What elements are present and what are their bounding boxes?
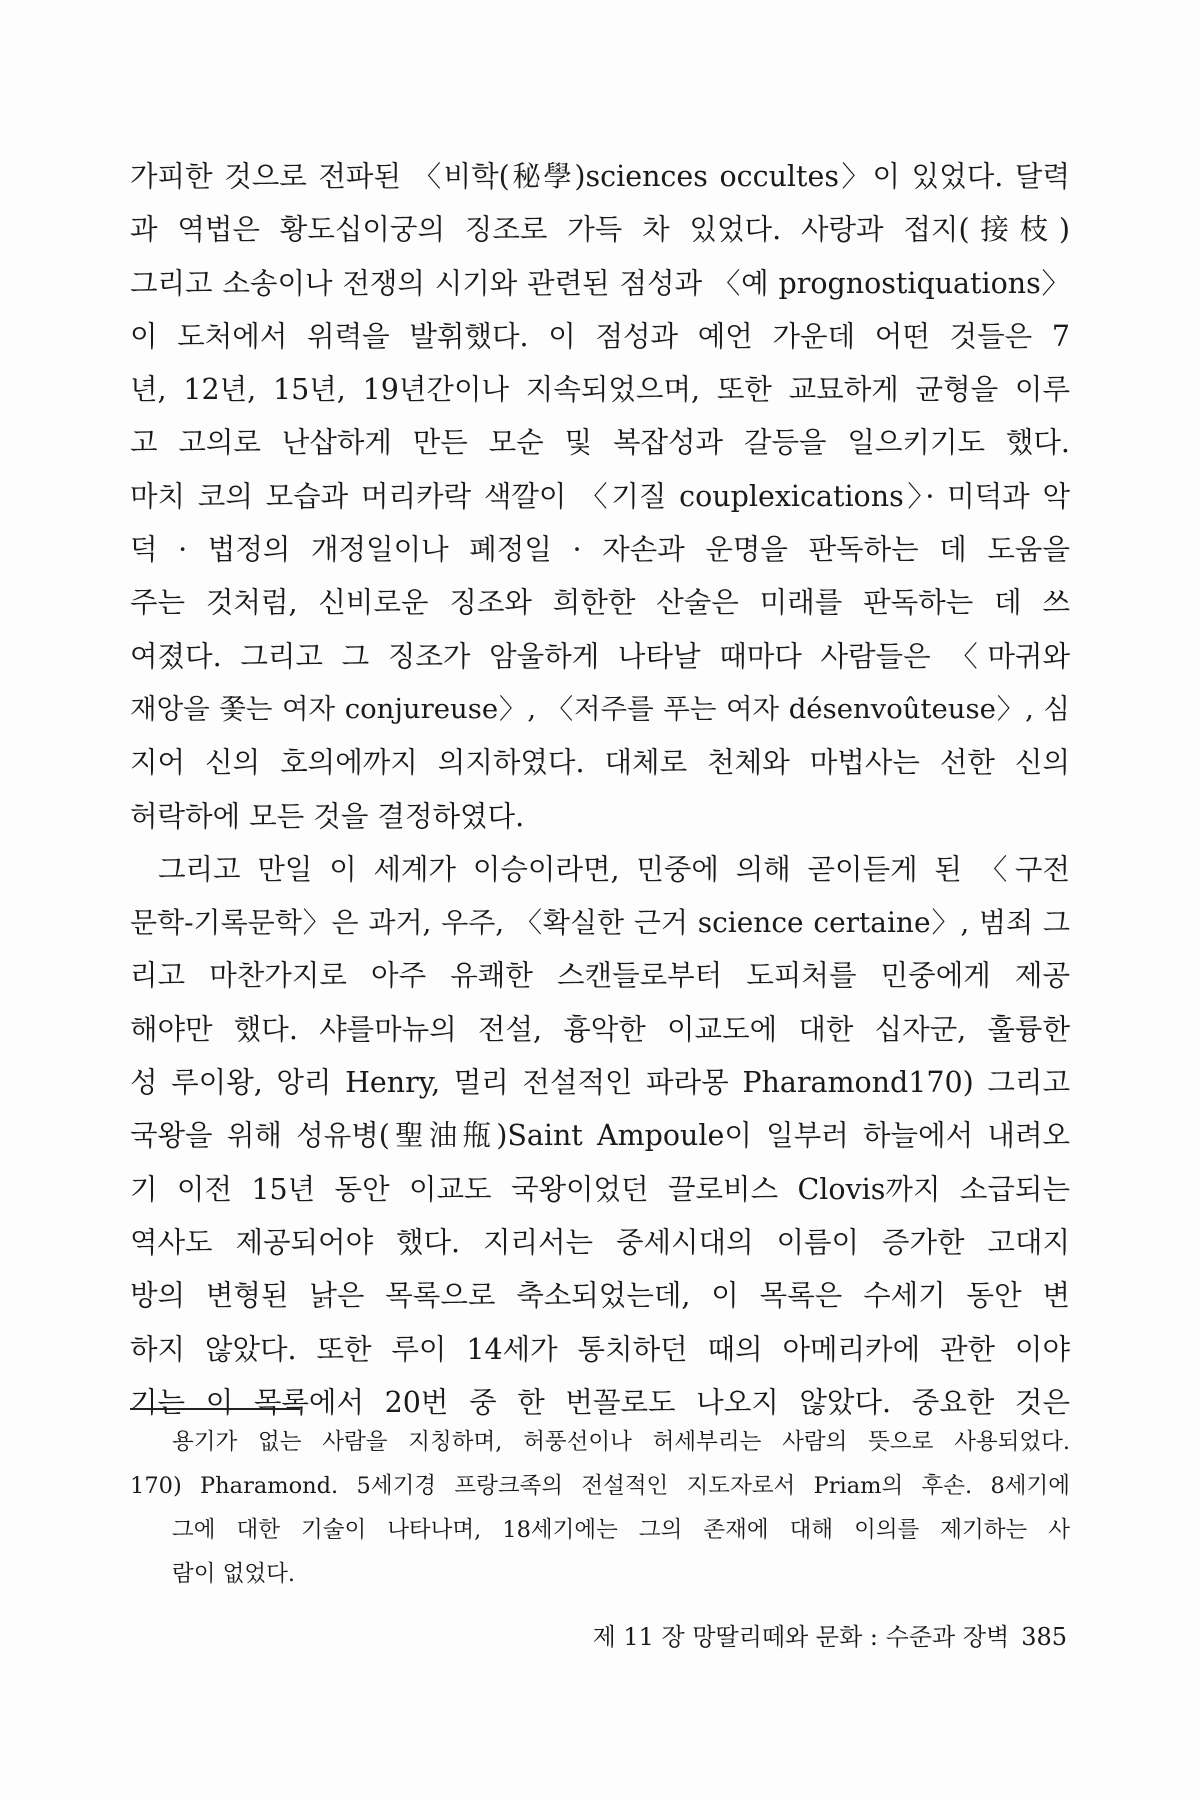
body-line-20: 기 이전 15년 동안 이교도 국왕이었던 끌로비스 Clovis까지 소급되는 <box>130 1172 1070 1206</box>
footnote-divider <box>130 1408 300 1410</box>
body-line-7: 마치 코의 모습과 머리카락 색깔이 〈기질 couplexications〉· 미덕과 악 <box>130 479 1070 513</box>
body-line-17: 해야만 했다. 샤를마뉴의 전설, 흉악한 이교도에 대한 십자군, 훌륭한 <box>130 1012 1070 1046</box>
body-line-15: 문학-기록문학〉은 과거, 우주, 〈확실한 근거 science certaine〉, 범죄 그 <box>130 906 1070 940</box>
body-line-2: 과 역법은 황도십이궁의 징조로 가득 차 있었다. 사랑과 접지(接枝) <box>130 213 1070 247</box>
body-line-3: 그리고 소송이나 전쟁의 시기와 관련된 점성과 〈예 prognostiquations〉 <box>130 266 1070 300</box>
body-line-1: 가피한 것으로 전파된 〈비학(秘學)sciences occultes〉이 있었다. 달력 <box>130 160 1070 193</box>
page-footer <box>593 1617 1067 1657</box>
body-line-4: 이 도처에서 위력을 발휘했다. 이 점성과 예언 가운데 어떤 것들은 7 <box>130 319 1070 353</box>
body-line-16: 리고 마찬가지로 아주 유쾌한 스캔들로부터 도피처를 민중에게 제공 <box>130 959 1070 993</box>
footnote-line-4: 람이 없었다. <box>172 1561 295 1587</box>
body-line-10: 여졌다. 그리고 그 징조가 암울하게 나타날 때마다 사람들은 〈마귀와 <box>130 639 1070 673</box>
body-line-11: 재앙을 쫓는 여자 conjureuse〉, 〈저주를 푸는 여자 désenvoûteuse〉, 심 <box>130 692 1070 725</box>
body-line-14: 그리고 만일 이 세계가 이승이라면, 민중에 의해 곧이듣게 된 〈구전 <box>158 852 1070 886</box>
footnote-line-2: 170) Pharamond. 5세기경 프랑크족의 전설적인 지도자로서 Priam의 후손. 8세기에 <box>130 1473 1070 1499</box>
body-line-19: 국왕을 위해 성유병(聖油甁)Saint Ampoule이 일부러 하늘에서 내려오 <box>130 1119 1070 1153</box>
body-line-9: 주는 것처럼, 신비로운 징조와 희한한 산술은 미래를 판독하는 데 쓰 <box>130 586 1070 620</box>
footnote-line-3: 그에 대한 기술이 나타나며, 18세기에는 그의 존재에 대해 이의를 제기하는 사 <box>172 1517 1070 1543</box>
body-line-18: 성 루이왕, 앙리 Henry, 멀리 전설적인 파라몽 Pharamond170) 그리고 <box>130 1066 1070 1100</box>
body-line-6: 고 고의로 난삽하게 만든 모순 및 복잡성과 갈등을 일으키기도 했다. <box>130 426 1070 460</box>
body-line-21: 역사도 제공되어야 했다. 지리서는 중세시대의 이름이 증가한 고대지 <box>130 1225 1070 1259</box>
body-line-24: 기는 이 목록에서 20번 중 한 번꼴로도 나오지 않았다. 중요한 것은 <box>130 1385 1070 1419</box>
body-line-5: 년, 12년, 15년, 19년간이나 지속되었으며, 또한 교묘하게 균형을 이루 <box>130 373 1070 407</box>
body-line-22: 방의 변형된 낡은 목록으로 축소되었는데, 이 목록은 수세기 동안 변 <box>130 1279 1070 1313</box>
footnote-line-1: 용기가 없는 사람을 지칭하며, 허풍선이나 허세부리는 사람의 뜻으로 사용되었다. <box>172 1429 1070 1455</box>
body-line-13: 허락하에 모든 것을 결정하였다. <box>130 799 525 833</box>
running-head: 제 11 장 망딸리떼와 문화 : 수준과 장벽 <box>592 1623 1010 1651</box>
body-line-23: 하지 않았다. 또한 루이 14세가 통치하던 때의 아메리카에 관한 이야 <box>130 1332 1070 1366</box>
body-line-8: 덕 · 법정의 개정일이나 폐정일 · 자손과 운명을 판독하는 데 도움을 <box>130 533 1070 567</box>
footnotes <box>130 1420 1070 1596</box>
page-number: 385 <box>1021 1623 1067 1651</box>
body-line-12: 지어 신의 호의에까지 의지하였다. 대체로 천체와 마법사는 선한 신의 <box>130 746 1070 780</box>
body-text <box>130 150 1070 1429</box>
